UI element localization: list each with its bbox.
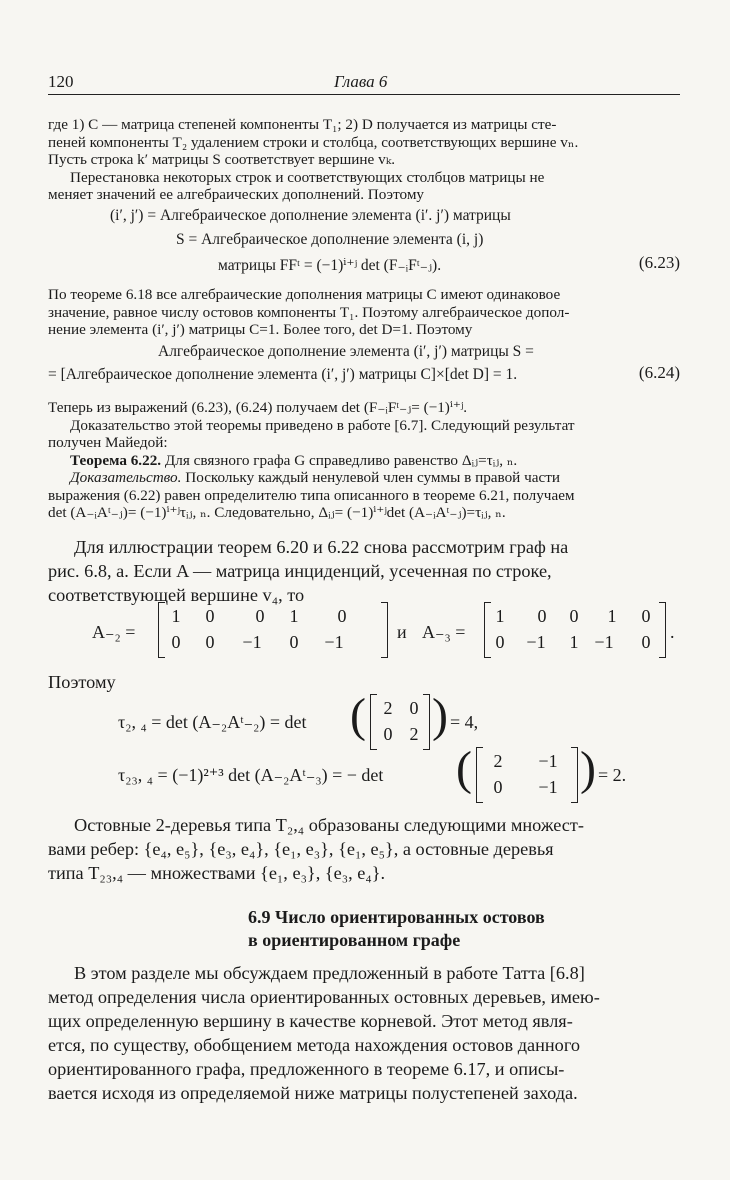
section-title-line: в ориентированном графе [248, 930, 461, 950]
matrix-2x2 [476, 747, 578, 803]
text-line: Пусть строка k′ матрицы S соответствует вершине vₖ. [48, 151, 396, 168]
equation-rhs: = 4, [450, 712, 479, 732]
matrix-cell: 0 [495, 632, 505, 652]
matrix-a-minus-3 [484, 602, 666, 658]
section-title-line: 6.9 Число ориентированных остовов [248, 907, 545, 927]
text-line: Для иллюстрации теорем 6.20 и 6.22 снова рассмотрим граф на [74, 537, 569, 557]
paragraph-spanning-trees [48, 813, 680, 885]
page-number: 120 [48, 72, 74, 91]
equation-lhs: τ₂₃, ₄ = (−1)²⁺³ det (A₋₂Aᵗ₋₃) = − det [118, 765, 384, 785]
paragraph-illustration [48, 535, 680, 607]
text-line: вается исходя из определяемой ниже матрицы полустепеней захода. [48, 1083, 578, 1103]
text-line: По теореме 6.18 все алгебраические дополнения матрицы C имеют одинаковое [48, 286, 561, 303]
matrix-cell: 0 [537, 606, 547, 626]
matrix-cell: 2 [493, 751, 503, 771]
paragraph-definitions [48, 116, 680, 204]
matrix-cell: −1 [242, 632, 262, 652]
equation-number: (6.24) [638, 363, 680, 382]
text-line: Остовные 2-деревья типа T₂,₄ образованы следующими множест- [74, 815, 584, 835]
matrix-cell: 0 [641, 632, 651, 652]
text-line: получен Майедой: [48, 434, 168, 451]
matrix-cell: 2 [383, 698, 393, 718]
equation-lhs: τ₂, ₄ = det (A₋₂Aᵗ₋₂) = det [118, 712, 307, 732]
matrix-cell: 2 [409, 724, 419, 744]
matrix-cell: −1 [594, 632, 614, 652]
matrix-cell: 1 [171, 606, 181, 626]
equation-rhs: = 2. [598, 765, 627, 785]
text-line: меняет значений ее алгебраических дополнений. Поэтому [48, 186, 425, 203]
theorem-label: Теорема 6.22. [70, 451, 162, 469]
proof-line [48, 469, 680, 487]
theorem-text: Для связного графа G справедливо равенство Δᵢⱼ=τᵢⱼ, ₙ. [164, 451, 518, 469]
paragraph-theorem-6-18 [48, 286, 680, 339]
equation-line: S = Алгебраическое дополнение элемента (i, j) [176, 231, 484, 248]
left-paren: ( [350, 689, 366, 742]
matrix-cell: 0 [493, 777, 503, 797]
text-line: пеней компоненты T₂ удалением строки и столбца, соответствующих вершине vₙ. [48, 133, 579, 151]
text-line: ориентированного графа, предложенного в теореме 6.17, и описы- [48, 1059, 565, 1079]
equation-line: матрицы FFᵗ = (−1)ⁱ⁺ʲ det (F₋ᵢFᵗ₋ⱼ). [218, 257, 442, 274]
text-line: щих определенную вершину в качестве корневой. Этот метод явля- [48, 1011, 573, 1031]
theorem-6-22 [48, 452, 680, 470]
matrix-cell: −1 [538, 751, 558, 771]
conjunction: и [397, 622, 407, 642]
text-line: выражения (6.22) равен определителю типа описанного в теореме 6.21, получаем [48, 486, 575, 504]
matrix-cell: 1 [607, 606, 617, 626]
matrix-cell: 0 [205, 606, 215, 626]
text-line: нение элемента (i′, j′) матрицы C=1. Более того, det D=1. Поэтому [48, 321, 473, 338]
matrix-cell: 0 [289, 632, 299, 652]
paragraph-section-intro [48, 961, 680, 1105]
text-line: Доказательство этой теоремы приведено в работе [6.7]. Следующий результат [70, 416, 575, 434]
text-line: рис. 6.8, a. Если A — матрица инциденций, усеченная по строке, [48, 561, 552, 581]
equation-line: (i′, j′) = Алгебраическое дополнение элемента (i′. j′) матрицы [110, 207, 511, 224]
matrix-cell: 1 [289, 606, 299, 626]
matrix-cell: −1 [538, 777, 558, 797]
matrix-cell: 0 [171, 632, 181, 652]
text-line: Перестановка некоторых строк и соответствующих столбцов матрицы не [70, 168, 545, 186]
matrix-cell: 0 [641, 606, 651, 626]
proof-label: Доказательство. [70, 469, 182, 486]
right-paren: ) [580, 742, 596, 795]
text-line: Поэтому [48, 672, 116, 692]
text-line: значение, равное числу остовов компоненты T₁. Поэтому алгебраическое допол- [48, 303, 570, 321]
right-paren: ) [432, 689, 448, 742]
left-paren: ( [456, 742, 472, 795]
equation-line: = [Алгебраическое дополнение элемента (i′, j′) матрицы C]×[det D] = 1. [48, 366, 518, 383]
matrix-cell: −1 [526, 632, 546, 652]
text-line: где 1) C — матрица степеней компоненты T₁; 2) D получается из матрицы сте- [48, 116, 557, 133]
chapter-title: Глава 6 [334, 72, 388, 91]
matrix-2x2 [370, 694, 430, 750]
running-header [48, 70, 680, 95]
equation-line: Алгебраическое дополнение элемента (i′, j′) матрицы S = [158, 343, 534, 360]
matrix-cell: 1 [495, 606, 505, 626]
matrix-label: A₋₂ = [92, 622, 136, 642]
section-heading [248, 906, 668, 952]
matrix-cell: 1 [569, 632, 579, 652]
text-line: Теперь из выражений (6.23), (6.24) получаем det (F₋ᵢFᵗ₋ⱼ= (−1)ⁱ⁺ʲ. [48, 399, 468, 416]
matrix-cell: 0 [569, 606, 579, 626]
matrix-cell: 0 [337, 606, 347, 626]
punctuation: . [670, 622, 675, 642]
text-line: В этом разделе мы обсуждаем предложенный в работе Татта [6.8] [74, 963, 585, 983]
matrix-cell: 0 [205, 632, 215, 652]
equation-number: (6.23) [638, 253, 680, 272]
text-line: типа T₂₃,₄ — множествами {e₁, e₃}, {e₃, e₄}. [48, 863, 386, 883]
matrix-cell: 0 [409, 698, 419, 718]
text-line: Поскольку каждый ненулевой член суммы в правой части [185, 469, 560, 486]
paragraph-result [48, 399, 680, 522]
text-line: вами ребер: {e₄, e₅}, {e₃, e₄}, {e₁, e₃}, {e₁, e₅}, а остовные деревья [48, 839, 554, 859]
matrix-cell: 0 [383, 724, 393, 744]
text-line: det (A₋ᵢAᵗ₋ⱼ)= (−1)ⁱ⁺ʲτᵢⱼ, ₙ. Следовательно, Δᵢⱼ= (−1)ⁱ⁺ʲdet (A₋ᵢAᵗ₋ⱼ)=τᵢⱼ, ₙ. [48, 504, 506, 521]
matrix-label: A₋₃ = [422, 622, 466, 642]
text-line: метод определения числа ориентированных остовных деревьев, имею- [48, 987, 600, 1007]
matrix-cell: 0 [255, 606, 265, 626]
matrix-cell: −1 [324, 632, 344, 652]
text-line: ется, по существу, обобщением метода нахождения остовов данного [48, 1035, 581, 1055]
text-line: соответствующей вершине v₄, то [48, 585, 305, 605]
matrix-a-minus-2 [158, 602, 388, 658]
